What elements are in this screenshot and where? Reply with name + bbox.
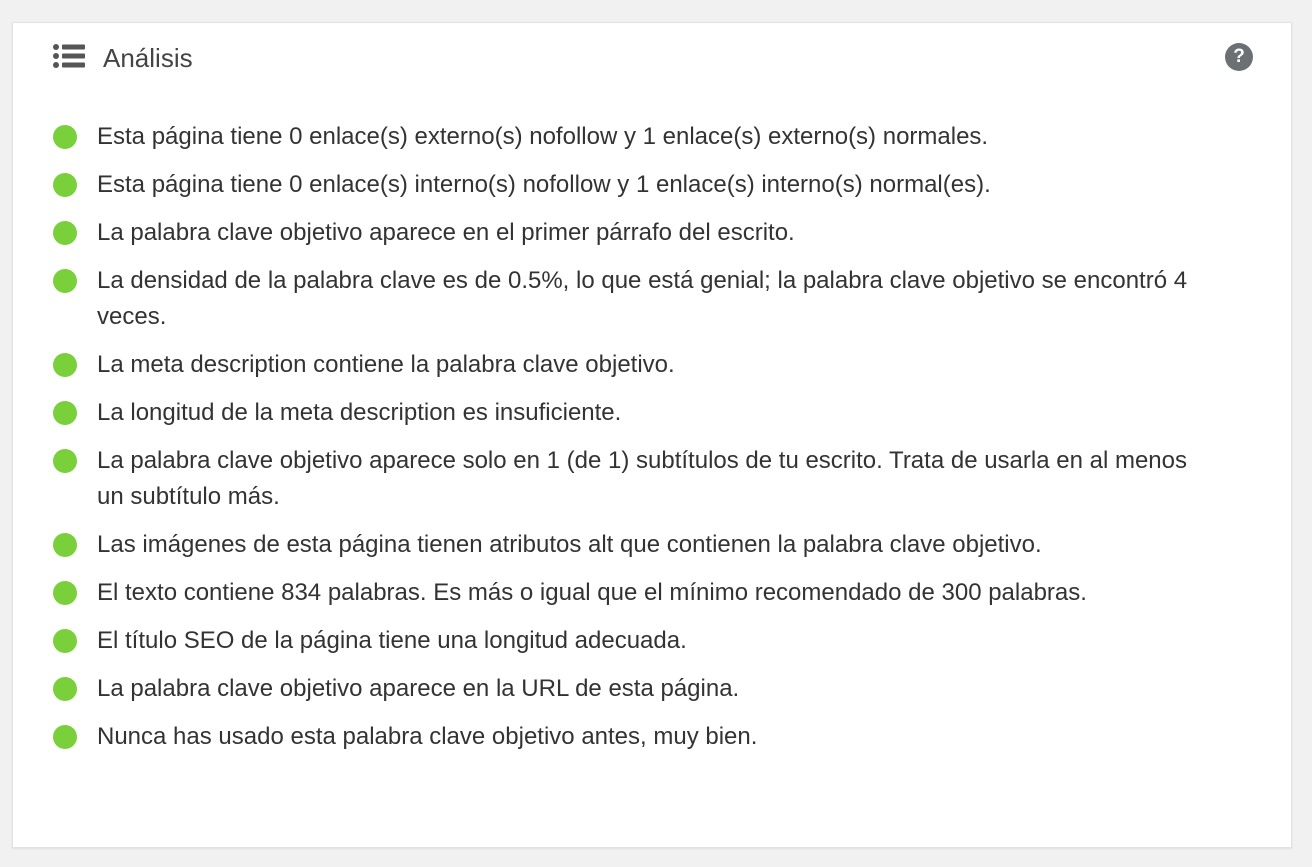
- panel-title: Análisis: [103, 43, 193, 73]
- analysis-results-list: [53, 119, 1213, 767]
- analysis-result-text: La palabra clave objetivo aparece en el primer párrafo del escrito.: [97, 219, 795, 246]
- analysis-result-text: Las imágenes de esta página tienen atributos alt que contienen la palabra clave objetivo.: [97, 531, 1042, 558]
- analysis-result-item: [53, 263, 1213, 335]
- analysis-result-item: [53, 119, 1213, 155]
- analysis-result-item: [53, 623, 1213, 659]
- analysis-result-text: La meta description contiene la palabra clave objetivo.: [97, 351, 675, 378]
- analysis-result-text: El texto contiene 834 palabras. Es más o igual que el mínimo recomendado de 300 palabras.: [97, 579, 1087, 606]
- status-good-bullet-icon: [53, 221, 77, 245]
- analysis-result-item: [53, 719, 1213, 755]
- analysis-result-item: [53, 167, 1213, 203]
- analysis-result-item: [53, 443, 1213, 515]
- status-good-bullet-icon: [53, 725, 77, 749]
- status-good-bullet-icon: [53, 629, 77, 653]
- analysis-result-item: [53, 575, 1213, 611]
- status-good-bullet-icon: [53, 533, 77, 557]
- analysis-result-text: Esta página tiene 0 enlace(s) interno(s) nofollow y 1 enlace(s) interno(s) normal(es).: [97, 171, 991, 198]
- status-good-bullet-icon: [53, 677, 77, 701]
- analysis-result-item: [53, 527, 1213, 563]
- status-good-bullet-icon: [53, 125, 77, 149]
- status-good-bullet-icon: [53, 269, 77, 293]
- analysis-result-text: El título SEO de la página tiene una longitud adecuada.: [97, 627, 687, 654]
- status-good-bullet-icon: [53, 173, 77, 197]
- analysis-result-text: Esta página tiene 0 enlace(s) externo(s) nofollow y 1 enlace(s) externo(s) normales.: [97, 123, 989, 150]
- panel-header: [13, 23, 1291, 89]
- status-good-bullet-icon: [53, 581, 77, 605]
- status-good-bullet-icon: [53, 353, 77, 377]
- list-icon: [53, 44, 85, 68]
- list-icon-shapes: [53, 44, 85, 68]
- analysis-result-text: La palabra clave objetivo aparece solo en 1 (de 1) subtítulos de tu escrito. Trata de usarla en al menos un subtítulo más.: [97, 447, 1187, 510]
- analysis-result-item: [53, 671, 1213, 707]
- analysis-result-text: Nunca has usado esta palabra clave objetivo antes, muy bien.: [97, 723, 758, 750]
- analysis-result-text: La palabra clave objetivo aparece en la URL de esta página.: [97, 675, 740, 702]
- analysis-result-item: [53, 395, 1213, 431]
- analysis-panel: [12, 22, 1292, 848]
- analysis-result-text: La longitud de la meta description es insuficiente.: [97, 399, 622, 426]
- status-good-bullet-icon: [53, 449, 77, 473]
- question-mark-icon[interactable]: ?: [1225, 43, 1253, 71]
- analysis-result-text: La densidad de la palabra clave es de 0.5%, lo que está genial; la palabra clave objetivo se encontró 4 veces.: [97, 267, 1188, 330]
- status-good-bullet-icon: [53, 401, 77, 425]
- analysis-result-item: [53, 347, 1213, 383]
- analysis-result-item: [53, 215, 1213, 251]
